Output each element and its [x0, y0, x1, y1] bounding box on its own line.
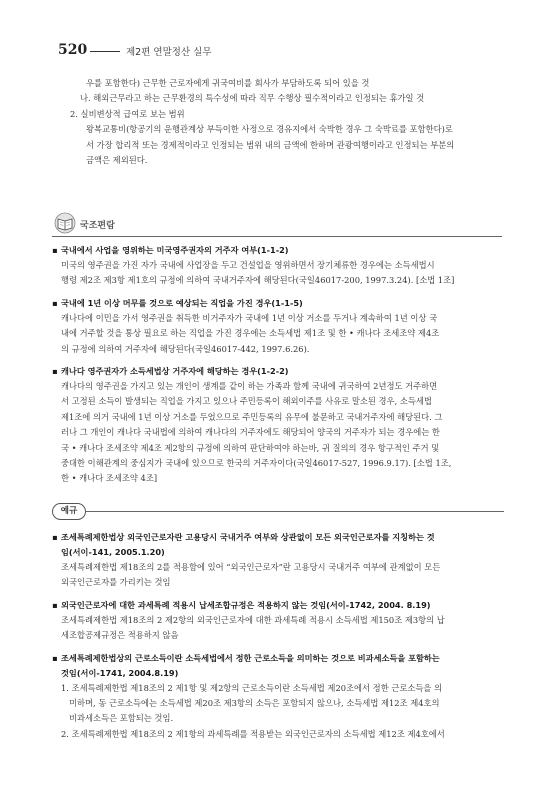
intro-text	[64, 76, 500, 168]
book-icon	[54, 212, 76, 234]
yegyu-item-title: 것임(서이-1741, 2004.8.19)	[61, 667, 179, 678]
gukjo-item-line: 한 • 캐나다 조세조약 4조]	[61, 473, 158, 484]
yegyu-label: 예규	[52, 503, 86, 520]
yegyu-item-line: 미하며, 동 근로소득에는 소득세법 제20조 제3항의 소득은 포함되지 않으나, 소득세법 제12조 제4호의	[69, 698, 440, 709]
yegyu-item-line: 비과세소득은 포함되는 것임.	[69, 713, 174, 724]
gukjo-item-line: 의 규정에 의하여 거주자에 해당된다(국일46017-442, 1997.6.26).	[61, 343, 310, 354]
gukjo-item	[52, 243, 504, 289]
yegyu-item-title: 임(서이-141, 2005.1.20)	[61, 547, 165, 557]
yegyu-item-line: 1. 조세특례제한법 제18조의 2 제1항 및 제2항의 근로소득이란 소득세법 제20조에서 정한 근로소득을 의	[61, 682, 443, 693]
gukjo-item-line: 캐나다에 이민을 가서 영주권을 취득한 비거주자가 국내에 1년 이상 거소를 두거나 계속하여 1년 이상 국	[61, 312, 438, 323]
yegyu-item-title: 조세특례제한법상 외국인근로자란 고용당시 국내거주 여부와 상관없이 모든 외국인근로자를 지칭하는 것	[61, 532, 435, 542]
yegyu-item-line: 조세특례제한법 제18조의 2를 적용함에 있어 “외국인근로자”란 고용당시 국내거주 여부에 관계없이 모든	[61, 562, 441, 572]
gukjo-item-title: 국내에 1년 이상 머무를 것으로 예상되는 직업을 가진 경우(1-1-5)	[61, 297, 303, 308]
yegyu-item-title: 조세특례제한법상의 근로소득이란 소득세법에서 정한 근로소득을 의미하는 것으로 비과세소득을 포함하는	[61, 652, 440, 663]
yegyu-rule	[86, 511, 504, 512]
intro-line: 2. 실비변상적 급여로 보는 범위	[70, 108, 185, 119]
gukjo-item-line: 내에 거주할 것을 통상 필요로 하는 직업을 가진 경우에는 소득세법 제1조 및 한 • 캐나다 조세조약 제4조	[61, 328, 440, 339]
gukjo-rule	[52, 236, 502, 237]
yegyu-item-line: 외국인근로자를 가리키는 것임	[61, 577, 171, 588]
intro-line: 왕복교통비(항공기의 운행관계상 부득이한 사정으로 경유지에서 숙박한 경우 그 숙박료를 포함한다)로	[86, 124, 453, 135]
gukjo-item-line: 행령 제2조 제3항 제1호의 규정에 의하여 국내거주자에 해당된다(국일46017-200, 1997.3.24). [소법 1조]	[61, 275, 455, 286]
gukjo-item-line: 서 고정된 소득이 발생되는 직업을 가지고 있으나 주민등록이 해외이주를 사유로 말소된 경우, 소득세법	[61, 396, 432, 407]
gukjo-item-title: 국내에서 사업을 영위하는 미국영주권자의 거주자 여부(1-1-2)	[61, 245, 289, 255]
gukjo-label: 국조편람	[80, 221, 115, 231]
yegyu-item-title: 외국인근로자에 대한 과세특례 적용시 납세조합규정은 적용하지 않는 것임(서이-1742, 2004. 8.19)	[61, 599, 431, 610]
yegyu-item	[52, 598, 504, 644]
chapter-title: 제2편 연말정산 실무	[126, 47, 212, 58]
yegyu-section-header	[52, 501, 504, 523]
gukjo-item-line: 제1조에 의거 국내에 1년 이상 거소를 두었으므로 주민등록의 유무에 불문하고 국내거주자에 해당된다. 그	[61, 411, 443, 422]
intro-line: 서 가장 합리적 또는 경제적이라고 인정되는 범위 내의 금액에 한하며 관광여행이라고 인정되는 부분의	[86, 139, 455, 150]
intro-line: 우를 포함한다) 근무한 근로자에게 귀국여비를 회사가 부담하도록 되어 있을 것	[86, 78, 370, 88]
yegyu-item-line: 세조합공제규정은 적용하지 않음	[61, 630, 179, 641]
page-number: 520	[58, 42, 88, 58]
yegyu-item	[52, 651, 504, 743]
bullet-icon: ▪	[52, 532, 58, 542]
yegyu-item-line: 조세특례제한법 제18조의 2 제2항의 외국인근로자에 대한 과세특례 적용시 소득세법 제150조 제3항의 납	[61, 614, 445, 625]
gukjo-item	[52, 296, 504, 357]
gukjo-item	[52, 364, 504, 487]
bullet-icon: ▪	[52, 652, 58, 663]
gukjo-item-line: 캐나다의 영주권을 가지고 있는 개인이 생계를 같이 하는 가족과 함께 국내에 귀국하여 2년정도 거주하면	[61, 381, 438, 392]
bullet-icon: ▪	[52, 297, 58, 308]
gukjo-section-header	[52, 212, 502, 238]
gukjo-item-title: 캐나다 영주권자가 소득세법상 거주자에 해당하는 경우(1-2-2)	[61, 366, 289, 377]
intro-line: 나. 해외근무라고 하는 근무환경의 특수성에 따라 직무 수행상 필수적이라고 인정되는 휴가일 것	[80, 93, 425, 104]
bullet-icon: ▪	[52, 366, 58, 377]
gukjo-item-line: 러나 그 개인이 캐나다 국내법에 의하여 캐나다의 거주자에도 해당되어 양국의 거주자가 되는 경우에는 한	[61, 427, 440, 438]
bullet-icon: ▪	[52, 599, 58, 610]
gukjo-item-line: 미국의 영주권을 가진 자가 국내에 사업장을 두고 건설업을 영위하면서 장기체류한 경우에는 소득세법시	[61, 260, 435, 270]
gukjo-item-line: 국 • 캐나다 조세조약 제4조 제2항의 규정에 의하여 판단하여야 하는바, 귀 질의의 경우 항구적인 주거 및	[61, 442, 440, 453]
gukjo-items	[52, 243, 504, 487]
header-rule	[90, 51, 120, 52]
intro-line: 금액은 제외된다.	[86, 155, 148, 166]
yegyu-items	[52, 530, 504, 742]
page-header	[58, 42, 498, 62]
gukjo-item-line: 중대한 이해관계의 중심지가 국내에 있으므로 한국의 거주자이다(국일46017-527, 1996.9.17). [소법 1조,	[61, 458, 452, 469]
yegyu-item-line: 2. 조세특례제한법 제18조의 2 제1항의 과세특례를 적용받는 외국인근로자의 소득세법 제12조 제4호에서	[61, 728, 445, 739]
bullet-icon: ▪	[52, 245, 58, 255]
yegyu-item	[52, 530, 504, 591]
